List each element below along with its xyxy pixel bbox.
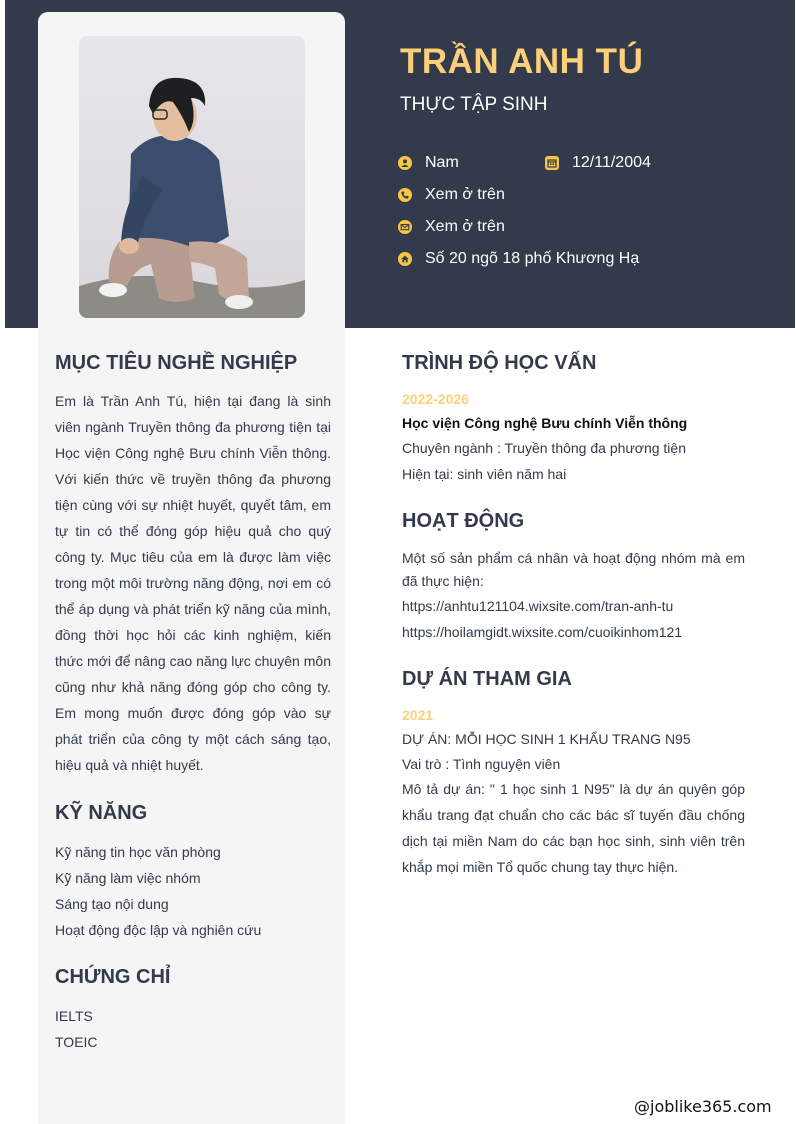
education-status: Hiện tại: sinh viên năm hai: [402, 466, 567, 482]
profile-photo: [79, 36, 305, 318]
phone-value: Xem ở trên: [425, 186, 505, 203]
activity-link-1[interactable]: https://anhtu121104.wixsite.com/tran-anh-tu: [402, 598, 674, 614]
certificate-item: TOEIC: [55, 1034, 98, 1050]
education-title: TRÌNH ĐỘ HỌC VẤN: [402, 352, 597, 374]
birthday-row: [545, 154, 651, 172]
activities-intro: Một số sản phẩm cá nhân và hoạt động nhóm mà em đã thực hiện:: [402, 550, 745, 589]
certificates-title: CHỨNG CHỈ: [55, 966, 171, 988]
gender-value: Nam: [425, 154, 459, 171]
projects-title: DỰ ÁN THAM GIA: [402, 668, 572, 690]
objective-title: MỤC TIÊU NGHỀ NGHIỆP: [55, 352, 298, 374]
user-icon: [398, 156, 412, 170]
education-school: Học viện Công nghệ Bưu chính Viễn thông: [402, 415, 688, 431]
address-value: Số 20 ngõ 18 phố Khương Hạ: [425, 250, 640, 267]
skill-item: Hoạt động độc lập và nghiên cứu: [55, 922, 262, 938]
birthday-value: 12/11/2004: [572, 154, 651, 171]
project-year: 2021: [402, 707, 434, 723]
candidate-role: THỰC TẬP SINH: [400, 94, 548, 115]
objective-text: Em là Trần Anh Tú, hiện tại đang là sinh viên ngành Truyền thông đa phương tiện tại Học viện Công nghệ Bưu chính Viễn thông. Với kiến thức về truyền thông đa phương tiện cùng với sự nhiệt huyết, quyết tâm, em tự tin có thể đóng góp hiệu quả cho quý công ty. Mục tiêu của em là được làm việc trong một môi trường năng động, nơi em có thể áp dụng và phát triển kỹ năng của mình, đồng thời học hỏi các kinh nghiệm, kiến thức mới để nâng cao năng lực chuyên môn cũng như khả năng đóng góp cho công ty. Em mong muốn được đóng góp vào sự phát triển của công ty một cách sáng tạo, hiệu quả và nhiệt huyết.: [55, 393, 331, 773]
skill-item: Kỹ năng làm việc nhóm: [55, 870, 201, 886]
project-role: Vai trò : Tình nguyện viên: [402, 756, 561, 772]
skill-item: Sáng tạo nội dung: [55, 896, 169, 912]
education-years: 2022-2026: [402, 391, 469, 407]
home-icon: [398, 252, 412, 266]
profile-photo-illustration: [79, 36, 305, 318]
email-value: Xem ở trên: [425, 218, 505, 235]
phone-icon: [398, 188, 412, 202]
calendar-icon: [545, 156, 559, 170]
mail-icon: [398, 220, 412, 234]
gender-row: [398, 154, 459, 172]
activities-title: HOẠT ĐỘNG: [402, 510, 525, 532]
address-row: [398, 250, 639, 268]
certificate-item: IELTS: [55, 1008, 93, 1024]
email-row: [398, 218, 505, 236]
education-major: Chuyên ngành : Truyền thông đa phương tiện: [402, 440, 686, 456]
skill-item: Kỹ năng tin học văn phòng: [55, 844, 221, 860]
skills-title: KỸ NĂNG: [55, 802, 148, 824]
activity-link-2[interactable]: https://hoilamgidt.wixsite.com/cuoikinhom121: [402, 624, 683, 640]
watermark: @joblike365.com: [634, 1097, 772, 1116]
candidate-name: TRẦN ANH TÚ: [400, 42, 644, 81]
project-name: DỰ ÁN: MỖI HỌC SINH 1 KHẨU TRANG N95: [402, 731, 691, 747]
phone-row: [398, 186, 505, 204]
project-description: Mô tả dự án: " 1 học sinh 1 N95" là dự án quyên góp khẩu trang đạt chuẩn cho các bác sĩ tuyến đầu chống dịch tại miền Nam do các bạn học sinh, sinh viên trên khắp mọi miền Tổ quốc chung tay thực hiện.: [402, 781, 745, 875]
